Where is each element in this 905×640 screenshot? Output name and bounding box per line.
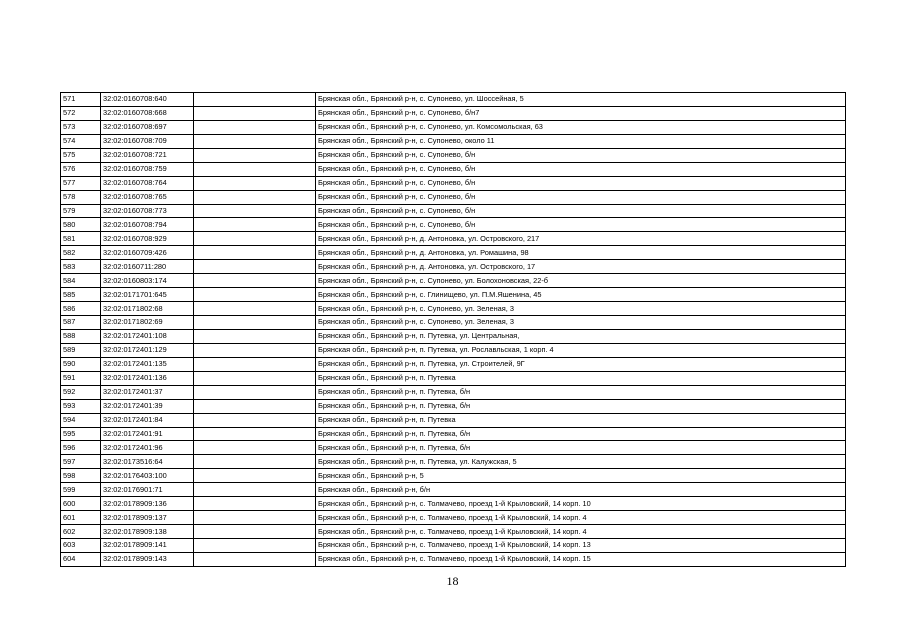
empty-cell: [194, 190, 316, 204]
cadastral-number-cell: 32:02:0160803:174: [101, 274, 194, 288]
table-row: [61, 288, 846, 302]
cadastral-number-cell: 32:02:0172401:39: [101, 399, 194, 413]
empty-cell: [194, 399, 316, 413]
row-number-cell: 593: [61, 399, 101, 413]
empty-cell: [194, 552, 316, 566]
empty-cell: [194, 385, 316, 399]
cadastral-number-cell: 32:02:0172401:37: [101, 385, 194, 399]
cadastral-number-cell: 32:02:0178909:141: [101, 539, 194, 553]
row-number-cell: 575: [61, 148, 101, 162]
empty-cell: [194, 120, 316, 134]
row-number-cell: 591: [61, 371, 101, 385]
table-row: [61, 329, 846, 343]
cadastral-number-cell: 32:02:0178909:143: [101, 552, 194, 566]
cadastral-number-cell: 32:02:0160709:426: [101, 246, 194, 260]
table-row: [61, 483, 846, 497]
address-cell: Брянская обл., Брянский р-н, д. Антоновка, ул. Островского, 217: [316, 232, 846, 246]
cadastral-number-cell: 32:02:0172401:136: [101, 371, 194, 385]
address-cell: Брянская обл., Брянский р-н, с. Супонево, ул. Шоссейная, 5: [316, 93, 846, 107]
address-cell: Брянская обл., Брянский р-н, с. Супонево, ул. Зеленая, 3: [316, 302, 846, 316]
row-number-cell: 595: [61, 427, 101, 441]
address-cell: Брянская обл., Брянский р-н, д. Антоновка, ул. Островского, 17: [316, 260, 846, 274]
empty-cell: [194, 441, 316, 455]
table-row: [61, 469, 846, 483]
row-number-cell: 592: [61, 385, 101, 399]
row-number-cell: 589: [61, 343, 101, 357]
table-row: [61, 190, 846, 204]
row-number-cell: 594: [61, 413, 101, 427]
address-cell: Брянская обл., Брянский р-н, с. Супонево, б/н: [316, 218, 846, 232]
cadastral-number-cell: 32:02:0172401:108: [101, 329, 194, 343]
address-cell: Брянская обл., Брянский р-н, с. Супонево, ул. Болохоновская, 22-б: [316, 274, 846, 288]
table-row: [61, 232, 846, 246]
address-cell: Брянская обл., Брянский р-н, с. Супонево, б/н7: [316, 106, 846, 120]
row-number-cell: 603: [61, 539, 101, 553]
cadastral-number-cell: 32:02:0176901:71: [101, 483, 194, 497]
empty-cell: [194, 427, 316, 441]
table-row: [61, 552, 846, 566]
cadastral-number-cell: 32:02:0160708:929: [101, 232, 194, 246]
row-number-cell: 580: [61, 218, 101, 232]
empty-cell: [194, 106, 316, 120]
empty-cell: [194, 302, 316, 316]
row-number-cell: 596: [61, 441, 101, 455]
table-row: [61, 525, 846, 539]
row-number-cell: 578: [61, 190, 101, 204]
cadastral-number-cell: 32:02:0172401:84: [101, 413, 194, 427]
cadastral-number-cell: 32:02:0160708:765: [101, 190, 194, 204]
empty-cell: [194, 288, 316, 302]
row-number-cell: 590: [61, 357, 101, 371]
cadastral-number-cell: 32:02:0178909:136: [101, 497, 194, 511]
address-cell: Брянская обл., Брянский р-н, с. Супонево, б/н: [316, 204, 846, 218]
row-number-cell: 586: [61, 302, 101, 316]
address-cell: Брянская обл., Брянский р-н, п. Путевка, ул. Строителей, 9Г: [316, 357, 846, 371]
table-row: [61, 316, 846, 330]
table-row: [61, 176, 846, 190]
empty-cell: [194, 511, 316, 525]
property-table: [60, 92, 846, 567]
cadastral-number-cell: 32:02:0176403:100: [101, 469, 194, 483]
address-cell: Брянская обл., Брянский р-н, п. Путевка, б/н: [316, 385, 846, 399]
empty-cell: [194, 329, 316, 343]
row-number-cell: 604: [61, 552, 101, 566]
empty-cell: [194, 232, 316, 246]
row-number-cell: 585: [61, 288, 101, 302]
cadastral-number-cell: 32:02:0172401:129: [101, 343, 194, 357]
empty-cell: [194, 371, 316, 385]
address-cell: Брянская обл., Брянский р-н, с. Супонево, б/н: [316, 190, 846, 204]
address-cell: Брянская обл., Брянский р-н, п. Путевка, ул. Центральная,: [316, 329, 846, 343]
address-cell: Брянская обл., Брянский р-н, с. Толмачево, проезд 1-й Крыловский, 14 корп. 4: [316, 525, 846, 539]
empty-cell: [194, 497, 316, 511]
address-cell: Брянская обл., Брянский р-н, с. Супонево, б/н: [316, 148, 846, 162]
empty-cell: [194, 134, 316, 148]
address-cell: Брянская обл., Брянский р-н, с. Супонево, ул. Комсомольская, 63: [316, 120, 846, 134]
empty-cell: [194, 148, 316, 162]
table-row: [61, 497, 846, 511]
row-number-cell: 576: [61, 162, 101, 176]
cadastral-number-cell: 32:02:0172401:135: [101, 357, 194, 371]
address-cell: Брянская обл., Брянский р-н, с. Толмачево, проезд 1-й Крыловский, 14 корп. 4: [316, 511, 846, 525]
table-row: [61, 120, 846, 134]
cadastral-number-cell: 32:02:0160708:668: [101, 106, 194, 120]
table-row: [61, 413, 846, 427]
address-cell: Брянская обл., Брянский р-н, с. Супонево, около 11: [316, 134, 846, 148]
cadastral-number-cell: 32:02:0160711:280: [101, 260, 194, 274]
cadastral-number-cell: 32:02:0160708:721: [101, 148, 194, 162]
address-cell: Брянская обл., Брянский р-н, п. Путевка, б/н: [316, 441, 846, 455]
address-cell: Брянская обл., Брянский р-н, п. Путевка: [316, 371, 846, 385]
address-cell: Брянская обл., Брянский р-н, п. Путевка, б/н: [316, 399, 846, 413]
cadastral-number-cell: 32:02:0160708:794: [101, 218, 194, 232]
address-cell: Брянская обл., Брянский р-н, п. Путевка, ул. Калужская, 5: [316, 455, 846, 469]
row-number-cell: 588: [61, 329, 101, 343]
row-number-cell: 582: [61, 246, 101, 260]
row-number-cell: 600: [61, 497, 101, 511]
address-cell: Брянская обл., Брянский р-н, с. Толмачево, проезд 1-й Крыловский, 14 корп. 15: [316, 552, 846, 566]
cadastral-number-cell: 32:02:0171802:68: [101, 302, 194, 316]
row-number-cell: 599: [61, 483, 101, 497]
row-number-cell: 601: [61, 511, 101, 525]
cadastral-number-cell: 32:02:0171701:645: [101, 288, 194, 302]
table-row: [61, 204, 846, 218]
table-row: [61, 357, 846, 371]
row-number-cell: 602: [61, 525, 101, 539]
cadastral-number-cell: 32:02:0172401:91: [101, 427, 194, 441]
empty-cell: [194, 246, 316, 260]
cadastral-number-cell: 32:02:0160708:709: [101, 134, 194, 148]
empty-cell: [194, 455, 316, 469]
row-number-cell: 581: [61, 232, 101, 246]
table-row: [61, 274, 846, 288]
table-row: [61, 385, 846, 399]
table-row: [61, 260, 846, 274]
address-cell: Брянская обл., Брянский р-н, с. Толмачево, проезд 1-й Крыловский, 14 корп. 10: [316, 497, 846, 511]
row-number-cell: 573: [61, 120, 101, 134]
address-cell: Брянская обл., Брянский р-н, д. Антоновка, ул. Ромашина, 98: [316, 246, 846, 260]
table-row: [61, 371, 846, 385]
table-row: [61, 106, 846, 120]
empty-cell: [194, 204, 316, 218]
empty-cell: [194, 93, 316, 107]
cadastral-number-cell: 32:02:0172401:96: [101, 441, 194, 455]
row-number-cell: 587: [61, 316, 101, 330]
cadastral-number-cell: 32:02:0178909:137: [101, 511, 194, 525]
address-cell: Брянская обл., Брянский р-н, п. Путевка, б/н: [316, 427, 846, 441]
row-number-cell: 571: [61, 93, 101, 107]
address-cell: Брянская обл., Брянский р-н, п. Путевка, ул. Рославльская, 1 корп. 4: [316, 343, 846, 357]
property-table-body: [61, 93, 846, 567]
table-row: [61, 511, 846, 525]
table-row: [61, 134, 846, 148]
address-cell: Брянская обл., Брянский р-н, с. Толмачево, проезд 1-й Крыловский, 14 корп. 13: [316, 539, 846, 553]
table-row: [61, 399, 846, 413]
address-cell: Брянская обл., Брянский р-н, с. Супонево, б/н: [316, 162, 846, 176]
cadastral-number-cell: 32:02:0171802:69: [101, 316, 194, 330]
row-number-cell: 577: [61, 176, 101, 190]
row-number-cell: 598: [61, 469, 101, 483]
cadastral-number-cell: 32:02:0173516:64: [101, 455, 194, 469]
empty-cell: [194, 413, 316, 427]
table-row: [61, 427, 846, 441]
cadastral-number-cell: 32:02:0160708:759: [101, 162, 194, 176]
address-cell: Брянская обл., Брянский р-н, с. Глинищево, ул. П.М.Яшенина, 45: [316, 288, 846, 302]
row-number-cell: 572: [61, 106, 101, 120]
address-cell: Брянская обл., Брянский р-н, с. Супонево, ул. Зеленая, 3: [316, 316, 846, 330]
cadastral-number-cell: 32:02:0160708:773: [101, 204, 194, 218]
cadastral-number-cell: 32:02:0160708:640: [101, 93, 194, 107]
address-cell: Брянская обл., Брянский р-н, с. Супонево, б/н: [316, 176, 846, 190]
table-row: [61, 93, 846, 107]
row-number-cell: 574: [61, 134, 101, 148]
table-row: [61, 302, 846, 316]
empty-cell: [194, 357, 316, 371]
cadastral-number-cell: 32:02:0178909:138: [101, 525, 194, 539]
page-number: 18: [446, 574, 459, 588]
empty-cell: [194, 162, 316, 176]
empty-cell: [194, 260, 316, 274]
table-row: [61, 218, 846, 232]
table-row: [61, 246, 846, 260]
empty-cell: [194, 218, 316, 232]
address-cell: Брянская обл., Брянский р-н, б/н: [316, 483, 846, 497]
row-number-cell: 584: [61, 274, 101, 288]
table-row: [61, 455, 846, 469]
row-number-cell: 579: [61, 204, 101, 218]
empty-cell: [194, 343, 316, 357]
table-row: [61, 343, 846, 357]
address-cell: Брянская обл., Брянский р-н, 5: [316, 469, 846, 483]
table-row: [61, 162, 846, 176]
empty-cell: [194, 274, 316, 288]
empty-cell: [194, 525, 316, 539]
empty-cell: [194, 176, 316, 190]
empty-cell: [194, 483, 316, 497]
cadastral-number-cell: 32:02:0160708:697: [101, 120, 194, 134]
empty-cell: [194, 539, 316, 553]
empty-cell: [194, 469, 316, 483]
address-cell: Брянская обл., Брянский р-н, п. Путевка: [316, 413, 846, 427]
table-row: [61, 539, 846, 553]
table-row: [61, 148, 846, 162]
row-number-cell: 597: [61, 455, 101, 469]
row-number-cell: 583: [61, 260, 101, 274]
cadastral-number-cell: 32:02:0160708:764: [101, 176, 194, 190]
table-row: [61, 441, 846, 455]
empty-cell: [194, 316, 316, 330]
